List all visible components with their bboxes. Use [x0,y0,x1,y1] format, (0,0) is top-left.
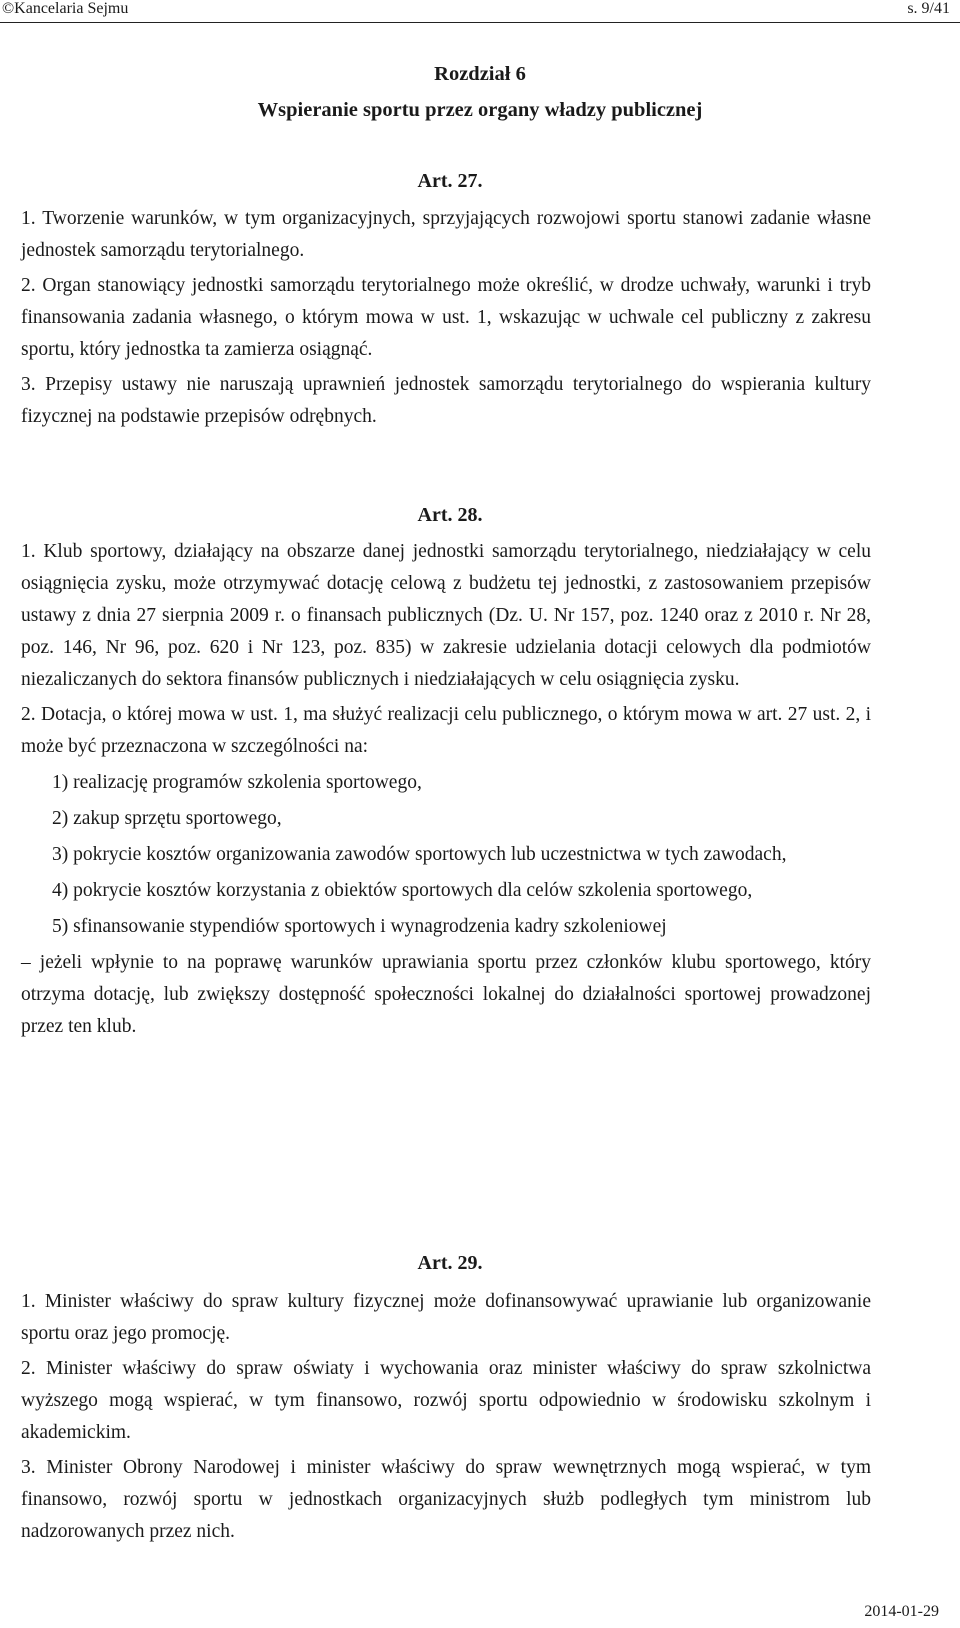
art-27-par-3: 3. Przepisy ustawy nie naruszają uprawnień jednostek samorządu terytorialnego do wspierania kultury fizycznej na podstawie przepisów odrębnych. [21,374,871,427]
art-28-point-3: 3) pokrycie kosztów organizowania zawodów sportowych lub uczestnictwa w tych zawodach, [52,844,787,865]
art-28-point-4: 4) pokrycie kosztów korzystania z obiektów sportowych dla celów szkolenia sportowego, [52,880,753,901]
art-27-body [21,203,871,433]
chapter-title: Wspieranie sportu przez organy władzy publicznej [257,99,703,121]
art-28-body [21,536,871,1043]
page-header [0,0,960,26]
art-29-par-3: 3. Minister Obrony Narodowej i minister właściwy do spraw wewnętrznych mogą wspierać, w tym finansowo, rozwój sportu w jednostkach organizacyjnych służb podległych tym ministrom lub nadzorowanych przez nich. [21,1457,871,1542]
art-28-par-2: 2. Dotacja, o której mowa w ust. 1, ma służyć realizacji celu publicznego, o którym mowa w art. 27 ust. 2, i może być przeznaczona w szczególności na: [21,704,871,757]
art-29-body [21,1286,871,1548]
header-copyright: ©Kancelaria Sejmu [2,0,129,17]
art-29-par-1: 1. Minister właściwy do spraw kultury fizycznej może dofinansowywać uprawianie lub organizowanie sportu oraz jego promocję. [21,1291,871,1344]
art-29-par-2: 2. Minister właściwy do spraw oświaty i wychowania oraz minister właściwy do spraw szkolnictwa wyższego mogą wspierać, w tym finansowo, rozwój sportu odpowiednio w środowisku szkolnym i akademickim. [21,1358,871,1443]
art-29-heading: Art. 29. [417,1252,483,1274]
art-27-par-1: 1. Tworzenie warunków, w tym organizacyjnych, sprzyjających rozwojowi sportu stanowi zadanie własne jednostek samorządu terytorialnego. [21,208,871,261]
art-27-heading: Art. 27. [417,170,483,192]
art-28-point-2: 2) zakup sprzętu sportowego, [52,808,282,829]
art-28-par-1: 1. Klub sportowy, działający na obszarze danej jednostki samorządu terytorialnego, niedziałający w celu osiągnięcia zysku, może otrzymywać dotację celową z budżetu tej jednostki, z zastosowaniem przepisów ustawy z dnia 27 sierpnia 2009 r. o finansach publicznych (Dz. U. Nr 157, poz. 1240 oraz z 2010 r. Nr 28, poz. 146, Nr 96, poz. 620 i Nr 123, poz. 835) w zakresie udzielania dotacji celowych dla podmiotów niezaliczanych do sektora finansów publicznych i niedziałających w celu osiągnięcia zysku. [21,541,871,690]
art-28-closing: – jeżeli wpłynie to na poprawę warunków uprawiania sportu przez członków klubu sportowego, który otrzyma dotację, lub zwiększy dostępność społeczności lokalnej do działalności sportowej prowadzonej przez ten klub. [21,952,871,1037]
footer-date: 2014-01-29 [864,1603,939,1620]
header-rule [0,22,960,23]
art-28-point-5: 5) sfinansowanie stypendiów sportowych i wynagrodzenia kadry szkoleniowej [52,916,667,937]
art-27-par-2: 2. Organ stanowiący jednostki samorządu terytorialnego może określić, w drodze uchwały, warunki i tryb finansowania zadania własnego, o którym mowa w ust. 1, wskazując w uchwale cel publiczny z zakresu sportu, który jednostka ta zamierza osiągnąć. [21,275,871,360]
chapter-number: Rozdział 6 [434,63,526,85]
art-28-point-1: 1) realizację programów szkolenia sportowego, [52,772,422,793]
page-number: s. 9/41 [907,0,950,17]
art-28-heading: Art. 28. [417,504,483,526]
